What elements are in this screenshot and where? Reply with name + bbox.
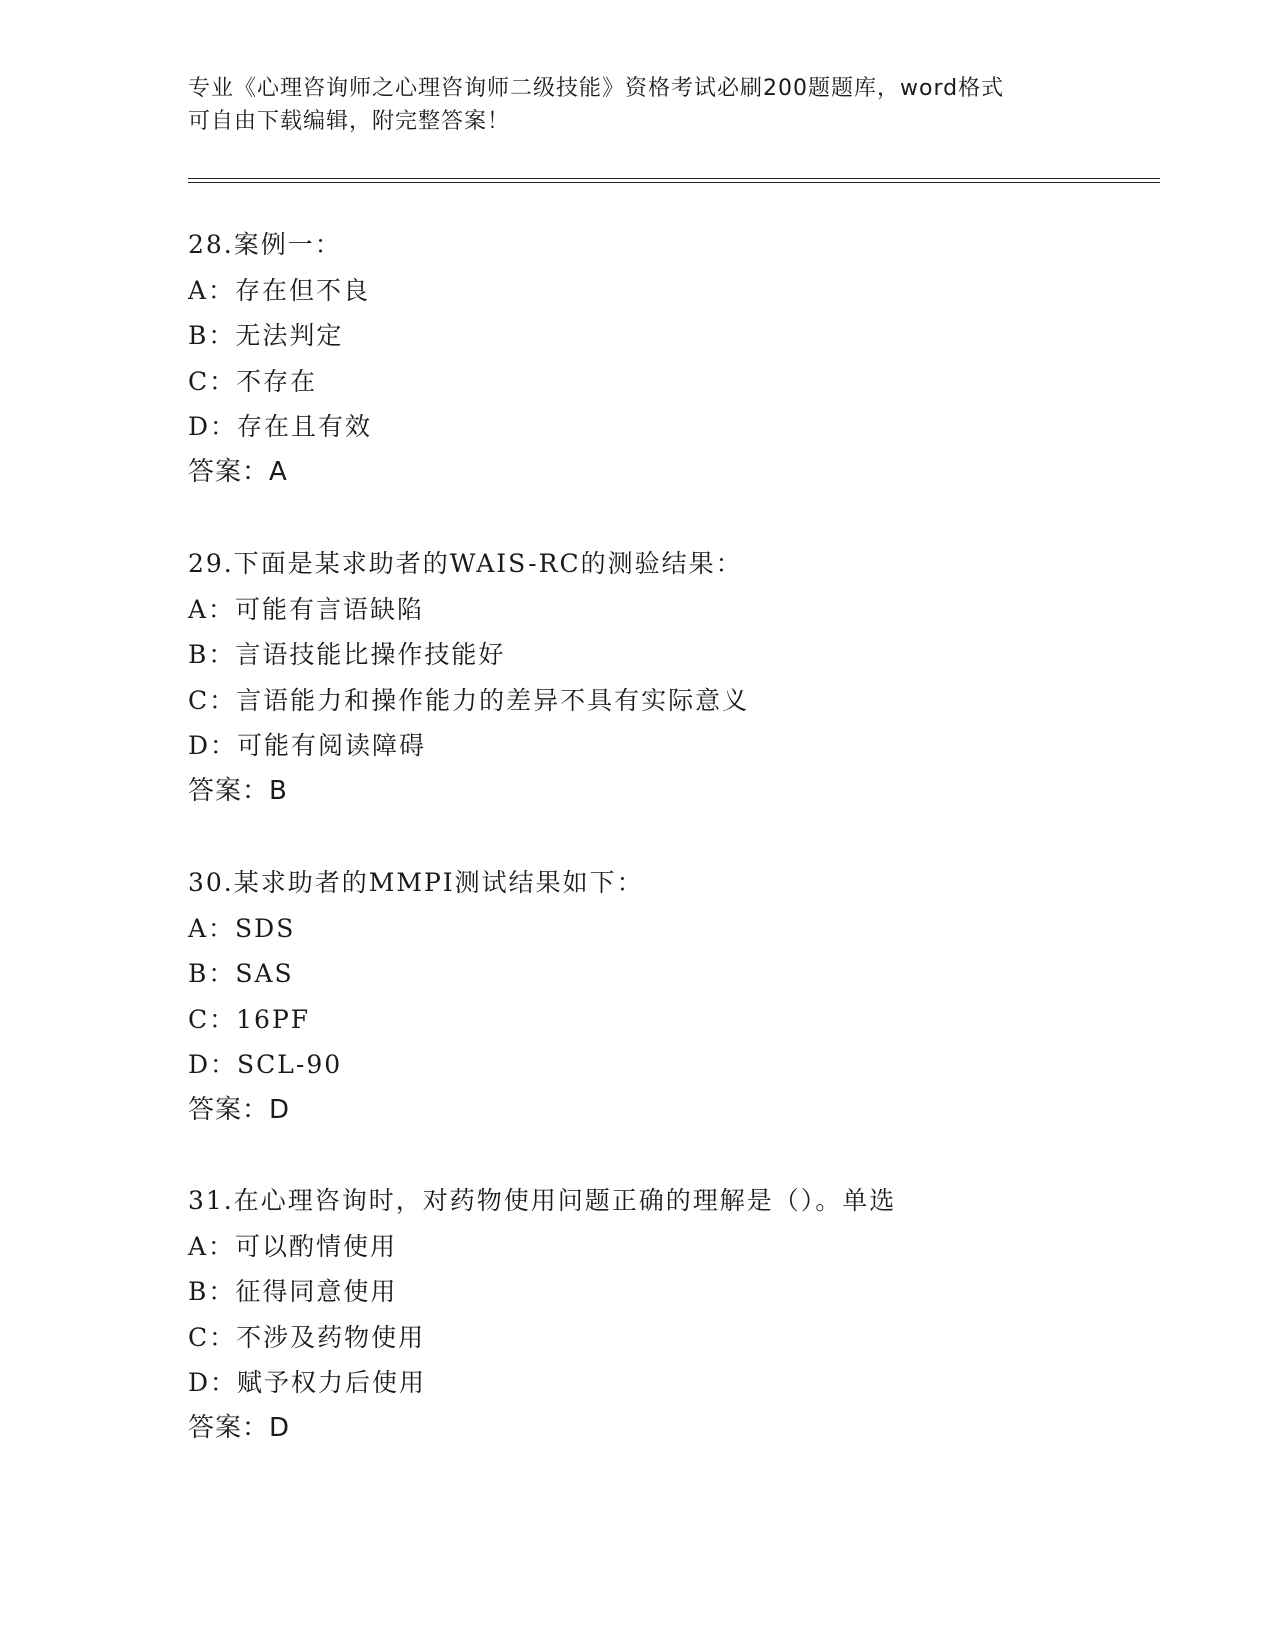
option-b: B：言语技能比操作技能好 [188, 640, 506, 669]
answer-line: 答案：D [188, 1412, 291, 1443]
question-28 [188, 222, 1148, 495]
option-a: A：可以酌情使用 [188, 1231, 398, 1261]
question-31 [188, 1178, 1148, 1451]
option-b: B：SAS [188, 959, 294, 988]
question-stem: 31.在心理咨询时，对药物使用问题正确的理解是（）。单选 [188, 1186, 897, 1215]
option-a: A：存在但不良 [188, 275, 371, 305]
option-a: A：SDS [188, 913, 296, 943]
option-c: C：不涉及药物使用 [188, 1322, 426, 1352]
option-c: C：不存在 [188, 366, 318, 396]
option-d: D：赋予权力后使用 [188, 1368, 427, 1397]
option-a: A：可能有言语缺陷 [188, 594, 425, 624]
option-c: C：16PF [188, 1004, 311, 1034]
option-d: D：SCL-90 [188, 1050, 343, 1079]
header-divider [188, 178, 1160, 183]
document-header [188, 72, 1088, 138]
question-30 [188, 860, 1148, 1133]
option-b: B：无法判定 [188, 321, 344, 350]
option-d: D：可能有阅读障碍 [188, 731, 427, 760]
question-29 [188, 541, 1148, 814]
answer-line: 答案：A [188, 456, 288, 487]
option-b: B：征得同意使用 [188, 1277, 398, 1306]
question-stem: 29.下面是某求助者的WAIS-RC的测验结果： [188, 549, 743, 578]
option-d: D：存在且有效 [188, 412, 373, 441]
question-stem: 30.某求助者的MMPI测试结果如下： [188, 868, 644, 897]
header-line-2: 可自由下载编辑，附完整答案！ [188, 109, 511, 134]
answer-line: 答案：B [188, 775, 288, 806]
answer-line: 答案：D [188, 1094, 291, 1125]
header-line-1: 专业《心理咨询师之心理咨询师二级技能》资格考试必刷200题题库，word格式 [188, 76, 1005, 101]
question-stem: 28.案例一： [188, 230, 342, 259]
option-c: C：言语能力和操作能力的差异不具有实际意义 [188, 685, 750, 715]
